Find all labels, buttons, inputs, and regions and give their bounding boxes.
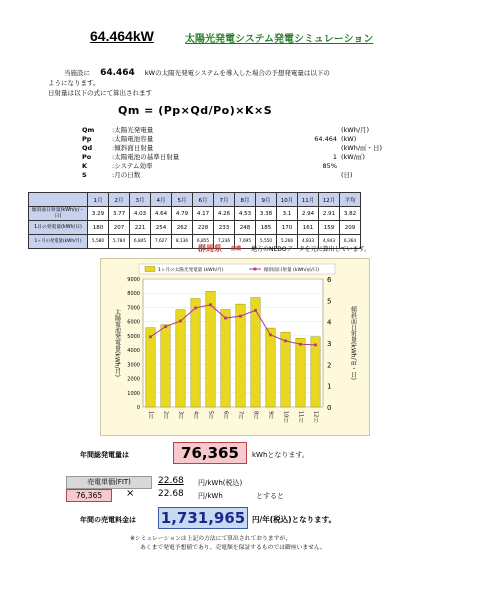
table-cell: 228 <box>193 221 214 235</box>
legend-swatch-bar <box>145 267 155 272</box>
bar <box>146 328 155 407</box>
month-header: 1月 <box>88 193 109 207</box>
definition-unit <box>337 162 401 171</box>
table-cell: 5,784 <box>109 235 130 249</box>
table-cell: 209 <box>340 221 361 235</box>
definition-row <box>82 171 401 180</box>
row-label: 1日の発電量(kWh/日) <box>29 221 88 235</box>
calc-unit: 円/kWh <box>198 492 223 500</box>
calc-suffix: とすると <box>256 492 284 500</box>
y2-tick-label: 6 <box>327 276 332 284</box>
revenue-label: 年間の売電料金は <box>80 516 136 524</box>
fit-value: 22.68 <box>158 476 184 486</box>
table-cell: 6,855 <box>193 235 214 249</box>
capacity-title: 64.464kW <box>90 28 154 44</box>
y-tick-label: 6000 <box>127 319 140 326</box>
month-header: 4月 <box>151 193 172 207</box>
month-header: 5月 <box>172 193 193 207</box>
definition-desc: :月の日数 <box>112 171 141 179</box>
y2-tick-label: 3 <box>327 340 332 348</box>
month-header: 10月 <box>277 193 298 207</box>
irradiance-point <box>299 343 302 346</box>
x-tick-label: 3月 <box>177 411 184 420</box>
definition-desc: :太陽電池容量 <box>112 135 154 143</box>
table-cell: 185 <box>256 221 277 235</box>
footnote <box>130 535 326 553</box>
calc-price: 22.68 <box>158 489 184 499</box>
y2-tick-label: 2 <box>327 361 332 370</box>
month-header: 7月 <box>214 193 235 207</box>
table-cell: 3.77 <box>109 207 130 221</box>
intro-text <box>48 68 448 98</box>
table-cell: 161 <box>298 221 319 235</box>
table-cell: 170 <box>277 221 298 235</box>
irradiance-point <box>149 335 152 338</box>
calc-times: × <box>126 488 135 499</box>
definition-row <box>82 144 401 153</box>
y-tick-label: 0 <box>136 405 140 411</box>
intro-prefix: 当施設に <box>64 69 90 77</box>
y-tick-label: 5000 <box>127 333 140 340</box>
table-cell: 221 <box>130 221 151 235</box>
bar <box>236 304 245 407</box>
x-tick-label: 6月 <box>222 411 229 420</box>
table-cell: 4.53 <box>235 207 256 221</box>
y-tick-label: 2000 <box>127 376 140 383</box>
month-header: 平均 <box>340 193 361 207</box>
definition-list <box>82 126 401 180</box>
table-cell: 4.26 <box>214 207 235 221</box>
row-label: 1ヶ月の発電量(kWh/月) <box>29 235 88 249</box>
table-cell: 3.82 <box>340 207 361 221</box>
month-header: 9月 <box>256 193 277 207</box>
table-row <box>29 207 361 221</box>
irradiance-point <box>314 344 317 347</box>
calc-kwh: 76,365 <box>66 489 112 502</box>
definition-unit: (kWh/月) <box>341 126 370 134</box>
bar <box>176 310 185 407</box>
table-cell: 3.1 <box>277 207 298 221</box>
definition-row <box>82 135 401 144</box>
y2-tick-label: 1 <box>327 382 332 391</box>
definition-unit: (日) <box>341 171 353 179</box>
table-cell: 262 <box>172 221 193 235</box>
x-tick-label: 1月 <box>147 411 154 420</box>
definition-desc: :太陽電池の基準日射量 <box>112 153 180 161</box>
legend-label-line: 傾斜面日射量 (kWh/㎡/日) <box>264 268 320 273</box>
table-cell: 4.79 <box>172 207 193 221</box>
definition-desc: :システム効率 <box>112 162 153 170</box>
x-tick-label: 8月 <box>252 411 259 420</box>
irradiance-point <box>254 309 257 312</box>
table-cell: 7,695 <box>235 235 256 249</box>
definition-value: 64.464 <box>314 135 337 143</box>
formula: Qm = (Pp×Qd/Po)×K×S <box>118 104 273 117</box>
table-cell: 4,833 <box>298 235 319 249</box>
footnote-line2: あくまで発電予想値であり、売電額を保証するものでは御座いません。 <box>140 545 326 551</box>
y2-tick-label: 0 <box>327 404 332 412</box>
irradiance-point <box>179 320 182 323</box>
x-tick-label: 5月 <box>207 411 214 420</box>
y-tick-label: 1000 <box>127 390 140 397</box>
table-cell: 5,266 <box>277 235 298 249</box>
intro-capacity: 64.464 <box>100 68 135 78</box>
table-cell: 2.94 <box>298 207 319 221</box>
definition-symbol: S <box>82 171 87 179</box>
y-tick-label: 9000 <box>127 277 140 283</box>
bar <box>191 299 200 407</box>
irradiance-point <box>269 333 272 336</box>
bar <box>251 298 260 407</box>
definition-value: 85% <box>322 162 337 170</box>
table-cell: 4.64 <box>151 207 172 221</box>
y-axis-label: 太陽電池発電量(kWh/月) <box>113 309 121 377</box>
table-cell: 6,845 <box>130 235 151 249</box>
month-header: 8月 <box>235 193 256 207</box>
y2-tick-label: 4 <box>327 318 332 327</box>
table-cell: 6,364 <box>340 235 361 249</box>
bar <box>161 325 170 407</box>
revenue-suffix: 円/年(税込)となります。 <box>252 515 336 524</box>
city-label: 前橋 <box>231 246 242 252</box>
page-title: 太陽光発電システム発電シミュレーション <box>185 34 374 45</box>
footnote-line1: ※シミュレーションは上記の方法にて算出されておりますが、 <box>130 536 292 542</box>
x-tick-label: 7月 <box>237 411 244 420</box>
bar <box>281 332 290 407</box>
x-tick-label: 10月 <box>282 411 289 423</box>
generation-chart <box>101 259 369 435</box>
table-cell: 4,943 <box>319 235 340 249</box>
table-cell: 4.17 <box>193 207 214 221</box>
table-cell: 233 <box>214 221 235 235</box>
table-corner <box>29 193 88 207</box>
definition-row <box>82 153 401 162</box>
revenue-value: 1,731,965 <box>158 507 248 529</box>
table-cell: 7,236 <box>214 235 235 249</box>
fit-label: 売電単価(FIT) <box>66 476 152 489</box>
table-cell: 7,627 <box>151 235 172 249</box>
table-cell: 180 <box>88 221 109 235</box>
table-cell: 3.38 <box>256 207 277 221</box>
definition-unit: (kWh/㎡・日) <box>341 144 383 152</box>
bar <box>296 338 305 407</box>
table-cell: 207 <box>109 221 130 235</box>
fit-unit: 円/kWh(税込) <box>198 479 243 487</box>
definition-symbol: Qm <box>82 126 95 134</box>
y-tick-label: 8000 <box>127 291 140 298</box>
x-tick-label: 11月 <box>297 411 304 423</box>
table-cell: 2.91 <box>319 207 340 221</box>
definition-symbol: K <box>82 162 88 170</box>
definition-unit: (kW) <box>341 135 357 143</box>
row-label: 傾斜面日射量(kWh/㎡・日) <box>29 207 88 221</box>
y2-tick-label: 5 <box>327 297 332 306</box>
y-tick-label: 3000 <box>127 362 140 369</box>
bar <box>266 328 275 407</box>
x-tick-label: 9月 <box>267 411 274 420</box>
intro-line3: 日射量は以下の式にて算出されます <box>48 89 152 97</box>
irradiance-point <box>284 339 287 342</box>
annual-label: 年間総発電量は <box>80 451 129 459</box>
table-cell: 3.29 <box>88 207 109 221</box>
table-cell: 8,136 <box>172 235 193 249</box>
chart-panel <box>100 258 370 436</box>
definition-value <box>277 144 337 153</box>
annual-suffix: kWhとなります。 <box>252 451 309 459</box>
month-header: 2月 <box>109 193 130 207</box>
irradiance-point <box>164 325 167 328</box>
intro-line1: kWの太陽光発電システムを導入した場合の予想発電量は以下の <box>144 69 330 77</box>
definition-value <box>277 171 337 180</box>
intro-line2: ようになります。 <box>48 79 100 87</box>
bar <box>206 291 215 407</box>
x-tick-label: 12月 <box>312 411 319 423</box>
month-header: 12月 <box>319 193 340 207</box>
y2-axis-label: 傾斜面日射量(kWh/㎡・日) <box>349 306 357 380</box>
table-row <box>29 221 361 235</box>
definition-symbol: Qd <box>82 144 93 152</box>
table-cell: 4.03 <box>130 207 151 221</box>
x-tick-label: 2月 <box>162 411 169 420</box>
y-tick-label: 7000 <box>127 305 140 312</box>
annual-value: 76,365 <box>173 442 247 464</box>
bar <box>221 310 230 407</box>
month-header: 3月 <box>130 193 151 207</box>
definition-row <box>82 126 401 135</box>
table-cell: 254 <box>151 221 172 235</box>
definition-desc: :太陽光発電量 <box>112 126 154 134</box>
y-tick-label: 4000 <box>127 348 140 355</box>
monthly-table <box>28 192 361 249</box>
month-header: 6月 <box>193 193 214 207</box>
prefecture-label: 群馬県 <box>198 244 222 253</box>
definition-symbol: Pp <box>82 135 92 143</box>
legend-label-bar: 1ヶ月の太陽光発電量 (kWh/月) <box>158 268 224 273</box>
table-cell: 248 <box>235 221 256 235</box>
irradiance-point <box>239 315 242 318</box>
nedo-note: 地方のNEDOデータを元に算出しています。 <box>251 246 371 253</box>
irradiance-point <box>194 307 197 310</box>
definition-symbol: Po <box>82 153 92 161</box>
definition-desc: :傾斜面日射量 <box>112 144 154 152</box>
definition-value <box>277 126 337 135</box>
table-cell: 5,550 <box>256 235 277 249</box>
legend-swatch-marker <box>254 268 257 271</box>
table-cell: 159 <box>319 221 340 235</box>
definition-value: 1 <box>332 153 337 161</box>
bar <box>311 337 320 407</box>
table-cell: 5,580 <box>88 235 109 249</box>
irradiance-point <box>224 317 227 320</box>
definition-row <box>82 162 401 171</box>
month-header: 11月 <box>298 193 319 207</box>
irradiance-point <box>209 303 212 306</box>
definition-unit: (kW/㎡) <box>341 153 365 161</box>
x-tick-label: 4月 <box>192 411 199 420</box>
